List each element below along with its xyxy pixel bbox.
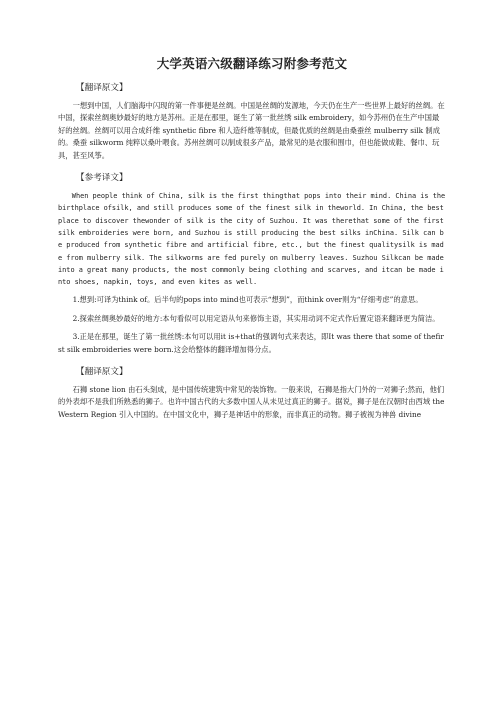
section-label-original: 【翻译原文】 (76, 83, 128, 93)
original-text-paragraph: 一想到中国，人们脑海中闪现的第一件事便是丝绸。中国是丝绸的发源地，今天仍在生产一些世界上最好的丝绸。在中国，探索丝绸奥妙最好的地方是苏州。正是在那里，诞生了第一批丝绣 silk embroidery，如今苏州仍在生产中国最好的丝绸。丝绸可以用合成纤维 synthetic fibre 和人造纤维等制成，但最优质的丝绸是由桑蚕丝 mulberry silk 制成的。桑蚕 silkworm 纯粹以桑叶喂食。苏州丝绸可以制成很多产品，最常见的是衣服和围巾，但也能做成鞋、餐巾、玩具，甚至风筝。 (58, 101, 445, 160)
document-title: 大学英语六级翻译练习附参考范文 (156, 56, 348, 71)
note-item: 3.正是在那里，诞生了第一批丝绣:本句可以用it is+that的强调句式来表达，即It was there that some of thefirst silk embroideries were born.这会给整体的翻译增加得分点。 (58, 332, 444, 354)
section-label-original-2: 【翻译原文】 (76, 367, 128, 378)
document-page (0, 56, 502, 705)
section-label-reference: 【参考译文】 (76, 173, 128, 184)
reference-translation-paragraph: When people think of China, silk is the first thingthat pops into their mind. China is the birthplace ofsilk, and still produces some of the finest silk in theworld. In China, the best place to discover thewonder of silk is the city of Suzhou. It was therethat some of the first silk embroideries were born, and Suzhou is still producing the best silks inChina. Silk can be produced from synthetic fibre and artificial fibre, etc., but the finest qualitysilk is made from mulberry silk. The silkworms are fed purely on mulberry leaves. Suzhou Silkcan be made into a great many products, the most commonly being clothing and scarves, and itcan be made into shoes, napkin, toys, and even kites as well. (58, 192, 446, 287)
note-item: 2.探索丝绸奥妙最好的地方:本句看似可以用定语从句来修饰主语，其实用动词不定式作后置定语来翻译更为简洁。 (72, 313, 440, 323)
original-text-paragraph-2: 石狮 stone lion 由石头刻成，是中国传统建筑中常见的装饰物。一般来说，石狮是指大门外的一对狮子;然而，他们的外表却不是我们所熟悉的狮子。也许中国古代的大多数中国人从未见过真正的狮子。据说，狮子是在汉朝时由西域 the Western Region 引入中国的。在中国文化中，狮子是神话中的形象，而非真正的动物。狮子被视为神兽 divine (58, 385, 445, 419)
note-item: 1.想到:可译为think of。后半句的pops into mind也可表示“想到”，而think over则为“仔细考虑”的意思。 (72, 295, 423, 305)
